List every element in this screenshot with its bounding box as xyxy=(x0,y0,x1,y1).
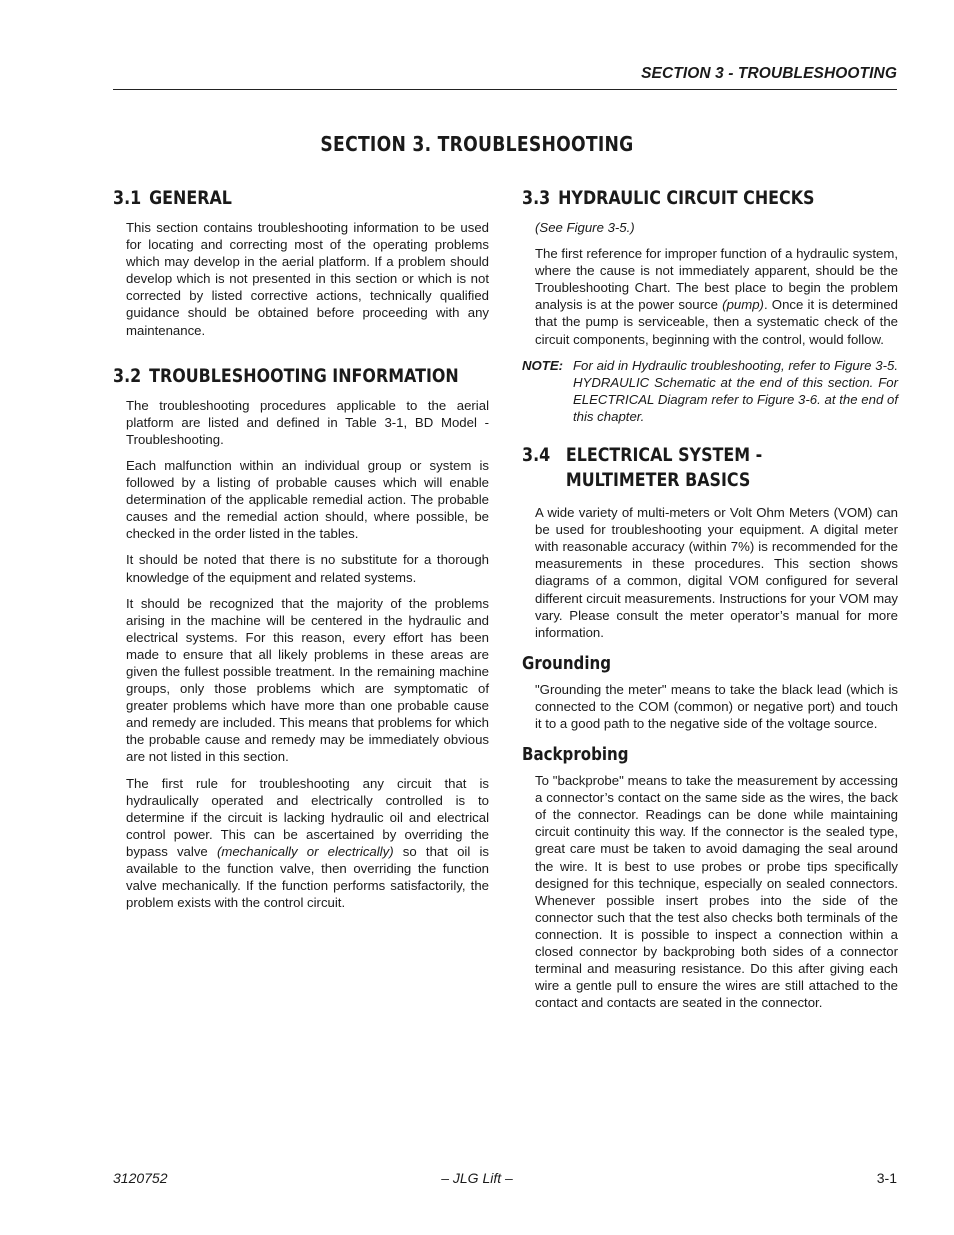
info-paragraph-1: The troubleshooting procedures applicable to the aerial platform are listed and defined in Table 3-1, BD Model - Troubleshooting. xyxy=(126,397,489,447)
section-title: ELECTRICAL SYSTEM - MULTIMETER BASICS xyxy=(565,445,763,492)
hydraulic-paragraph xyxy=(535,245,898,348)
grounding-paragraph: "Grounding the meter" means to take the black lead (which is connected to the COM (common) or negative port) and touch it to a good path to the negative side of the voltage source. xyxy=(535,681,898,731)
header-rule xyxy=(113,89,897,90)
emphasis-text: (pump) xyxy=(722,297,764,313)
general-paragraph: This section contains troubleshooting information to be used for locating and correcting most of the operating problems which may develop in the aerial platform. If a problem should develop which is not presented in this section or which is not corrected by listed corrective actions, technically qualified guidance should be obtained before proceeding with any maintenance. xyxy=(126,220,489,338)
section-title: GENERAL xyxy=(149,188,232,209)
info-paragraph-3: It should be noted that there is no substitute for a thorough knowledge of the equipment and related systems. xyxy=(126,552,489,585)
backprobing-paragraph: To "backprobe" means to take the measurement by accessing a connector’s contact on the same side as the wires, the back of the connector. Readings can be done while maintaining circuit continuity this way. If the connector is the sealed type, great care must be taken to avoid damaging the seal around the wire. It is best to use probes or probe tips specifically designed for this technique, especially on sealed connectors. Whenever possible insert probes into the side of the connector such that the test also checks both terminals of the connection. It is possible to inspect a connection within a closed connector by backprobing both sides of a connector terminal and measuring resistance. Do this after giving each wire a gentle pull to ensure the wires are still attached to the contact and contacts are seated in the connector. xyxy=(535,773,898,1011)
info-paragraph-5 xyxy=(126,775,489,912)
section-heading-electrical-system xyxy=(522,443,845,493)
footer-page-number: 3-1 xyxy=(876,1170,897,1186)
section-heading-troubleshooting-information xyxy=(113,364,459,389)
right-column xyxy=(522,186,898,1011)
section-heading-hydraulic-circuit-checks xyxy=(522,186,845,211)
footer-doc-number: 3120752 xyxy=(113,1170,168,1186)
section-number: 3.2 xyxy=(113,365,142,387)
note-label: NOTE: xyxy=(522,357,564,373)
note-block xyxy=(522,357,898,425)
section-title: TROUBLESHOOTING INFORMATION xyxy=(149,365,459,387)
running-header-title: SECTION 3 - TROUBLESHOOTING xyxy=(641,65,897,82)
text-run: The first rule for troubleshooting any circuit that is hydraulically operated and electrically controlled is to determine if the circuit is lacking hydraulic oil and electrical control power. This can be ascertained by overriding the bypass valve xyxy=(126,775,489,859)
page-title: SECTION 3. TROUBLESHOOTING xyxy=(320,132,634,156)
section-number: 3.4 xyxy=(522,445,551,467)
subheading-grounding: Grounding xyxy=(522,653,611,674)
info-paragraph-2: Each malfunction within an individual group or system is followed by a listing of probable causes which will enable determination of the applicable remedial action. The probable causes and the remedial action should, where possible, be checked in the order listed in the tables. xyxy=(126,457,489,542)
footer-brand: – JLG Lift – xyxy=(441,1170,513,1186)
text-run: The first reference for improper function of a hydraulic system, where the cause is not immediately apparent, should be the Troubleshooting Chart. The best place to begin the problem analysis is at the power source xyxy=(535,246,898,313)
section-heading-general xyxy=(113,186,436,211)
subheading-backprobing: Backprobing xyxy=(522,745,629,766)
section-number: 3.3 xyxy=(522,188,551,209)
electrical-paragraph: A wide variety of multi-meters or Volt Ohm Meters (VOM) can be used for troubleshooting your equipment. A digital meter with reasonable accuracy (within 7%) is recommended for the measurements in these procedures. This section shows diagrams of a common, digital VOM configured for several different circuit measurements. Instructions for your VOM may vary. Please consult the meter operator’s manual for more information. xyxy=(535,505,898,640)
text-run: . Once it is determined that the pump is serviceable, then a systematic check of the circuit components, beginning with the control, would follow. xyxy=(535,297,899,347)
section-title: HYDRAULIC CIRCUIT CHECKS xyxy=(558,188,815,209)
emphasis-text: (mechanically or electrically) xyxy=(216,843,394,859)
left-column xyxy=(113,186,489,911)
note-text: For aid in Hydraulic troubleshooting, refer to Figure 3-5. HYDRAULIC Schematic at the end of this section. For ELECTRICAL Diagram refer to Figure 3-6. at the end of this chapter. xyxy=(573,357,898,424)
info-paragraph-4: It should be recognized that the majority of the problems arising in the machine will be centered in the hydraulic and electrical systems. For this reason, every effort has been made to ensure that all likely problems in these areas are given the fullest possible treatment. In the remaining machine groups, only those problems which are symptomatic of greater problems which have more than one probable cause and remedy are included. This means that problems for which the probable cause and remedy may be immediately obvious are not listed in this section. xyxy=(126,595,489,765)
text-run: so that oil is available to the function valve, then overriding the function valve mechanically. If the function performs satisfactorily, the problem exists with the control circuit. xyxy=(126,843,489,911)
figure-reference: (See Figure 3-5.) xyxy=(535,220,635,235)
section-number: 3.1 xyxy=(113,188,142,209)
